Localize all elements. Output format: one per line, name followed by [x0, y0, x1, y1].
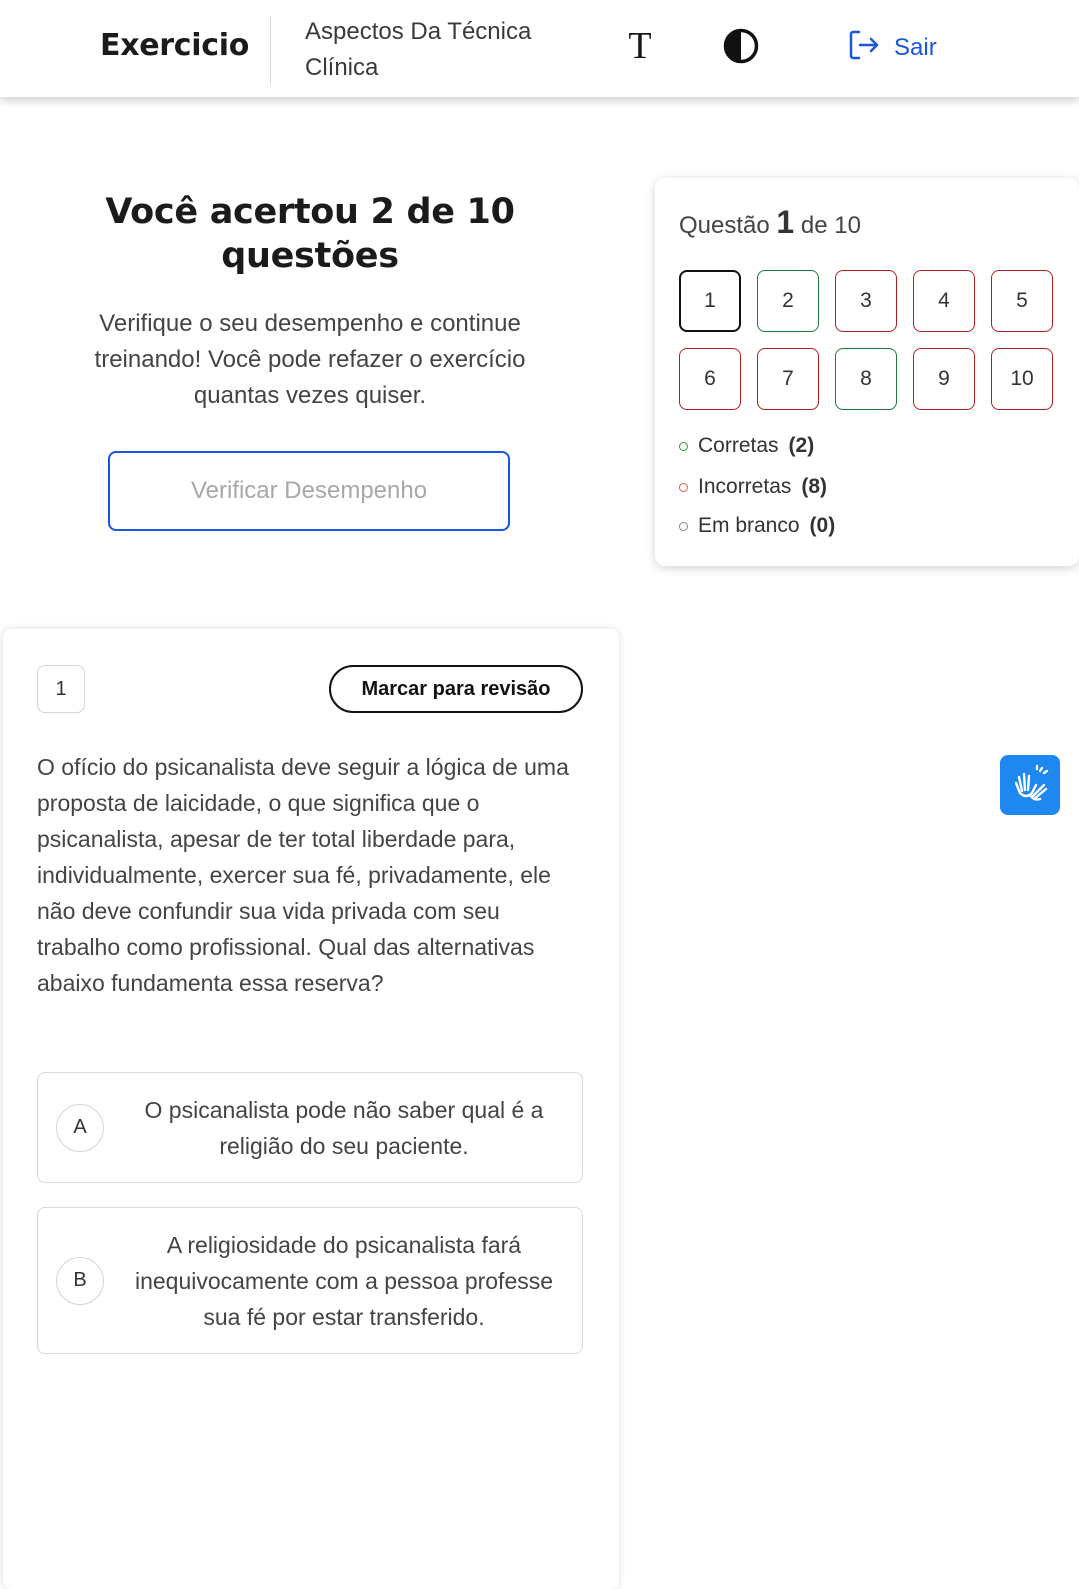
logout-button[interactable]: [846, 30, 937, 66]
incorrect-dot-icon: [679, 483, 688, 492]
logout-icon: [846, 27, 882, 70]
logout-label: Sair: [894, 34, 937, 61]
sign-language-icon: [1010, 763, 1050, 808]
legend-label: Em branco: [698, 514, 800, 537]
question-button-1[interactable]: 1: [679, 270, 741, 332]
question-number-badge: 1: [37, 665, 85, 713]
brand-title: Exercicio: [100, 28, 250, 63]
question-counter: [679, 204, 861, 241]
counter-current: 1: [776, 204, 795, 240]
sign-language-button[interactable]: [1000, 755, 1060, 815]
option-letter: A: [56, 1104, 104, 1152]
question-card: [3, 629, 619, 1589]
verify-performance-button[interactable]: Verificar Desempenho: [108, 451, 510, 531]
text-size-icon[interactable]: T: [628, 25, 652, 67]
counter-prefix: Questão: [679, 212, 770, 239]
course-title: Aspectos Da Técnica Clínica: [305, 18, 532, 81]
contrast-icon[interactable]: [723, 28, 759, 64]
question-button-5[interactable]: 5: [991, 270, 1053, 332]
mark-for-review-button[interactable]: Marcar para revisão: [329, 665, 583, 713]
legend-label: Incorretas: [698, 475, 792, 498]
question-button-3[interactable]: 3: [835, 270, 897, 332]
option-text: O psicanalista pode não saber qual é a religião do seu paciente.: [144, 1096, 544, 1159]
question-button-4[interactable]: 4: [913, 270, 975, 332]
option-letter: B: [56, 1257, 104, 1305]
option-a[interactable]: [37, 1072, 583, 1183]
legend-label: Corretas: [698, 434, 779, 457]
legend-correct: [679, 434, 814, 458]
header-divider: [270, 16, 271, 84]
question-statement: O ofício do psicanalista deve seguir a lógica de uma proposta de laicidade, o que significa que o psicanalista, apesar de ter total liberdade para, individualmente, exercer sua fé, privadamente, ele não deve confundir sua vida privada com seu trabalho como profissional. Qual das alternativas abaixo fundamenta essa reserva?: [37, 754, 569, 996]
question-button-6[interactable]: 6: [679, 348, 741, 410]
result-title: Você acertou 2 de 10 questões: [105, 192, 515, 276]
result-subtitle: Verifique o seu desempenho e continue treinando! Você pode refazer o exercício quantas vezes quiser.: [94, 310, 526, 409]
legend-count: (0): [809, 514, 836, 537]
question-button-10[interactable]: 10: [991, 348, 1053, 410]
option-b[interactable]: [37, 1207, 583, 1354]
correct-dot-icon: [679, 442, 688, 451]
option-text: A religiosidade do psicanalista fará inequivocamente com a pessoa professe sua fé por estar transferido.: [134, 1231, 554, 1330]
question-navigator: [655, 178, 1079, 566]
legend-count: (8): [801, 475, 828, 498]
top-header: [0, 0, 1079, 97]
question-button-7[interactable]: 7: [757, 348, 819, 410]
blank-dot-icon: [679, 522, 688, 531]
question-button-8[interactable]: 8: [835, 348, 897, 410]
counter-suffix: de 10: [800, 212, 861, 239]
legend-incorrect: [679, 475, 827, 499]
question-button-9[interactable]: 9: [913, 348, 975, 410]
legend-count: (2): [788, 434, 815, 457]
question-button-2[interactable]: 2: [757, 270, 819, 332]
legend-blank: [679, 514, 835, 538]
